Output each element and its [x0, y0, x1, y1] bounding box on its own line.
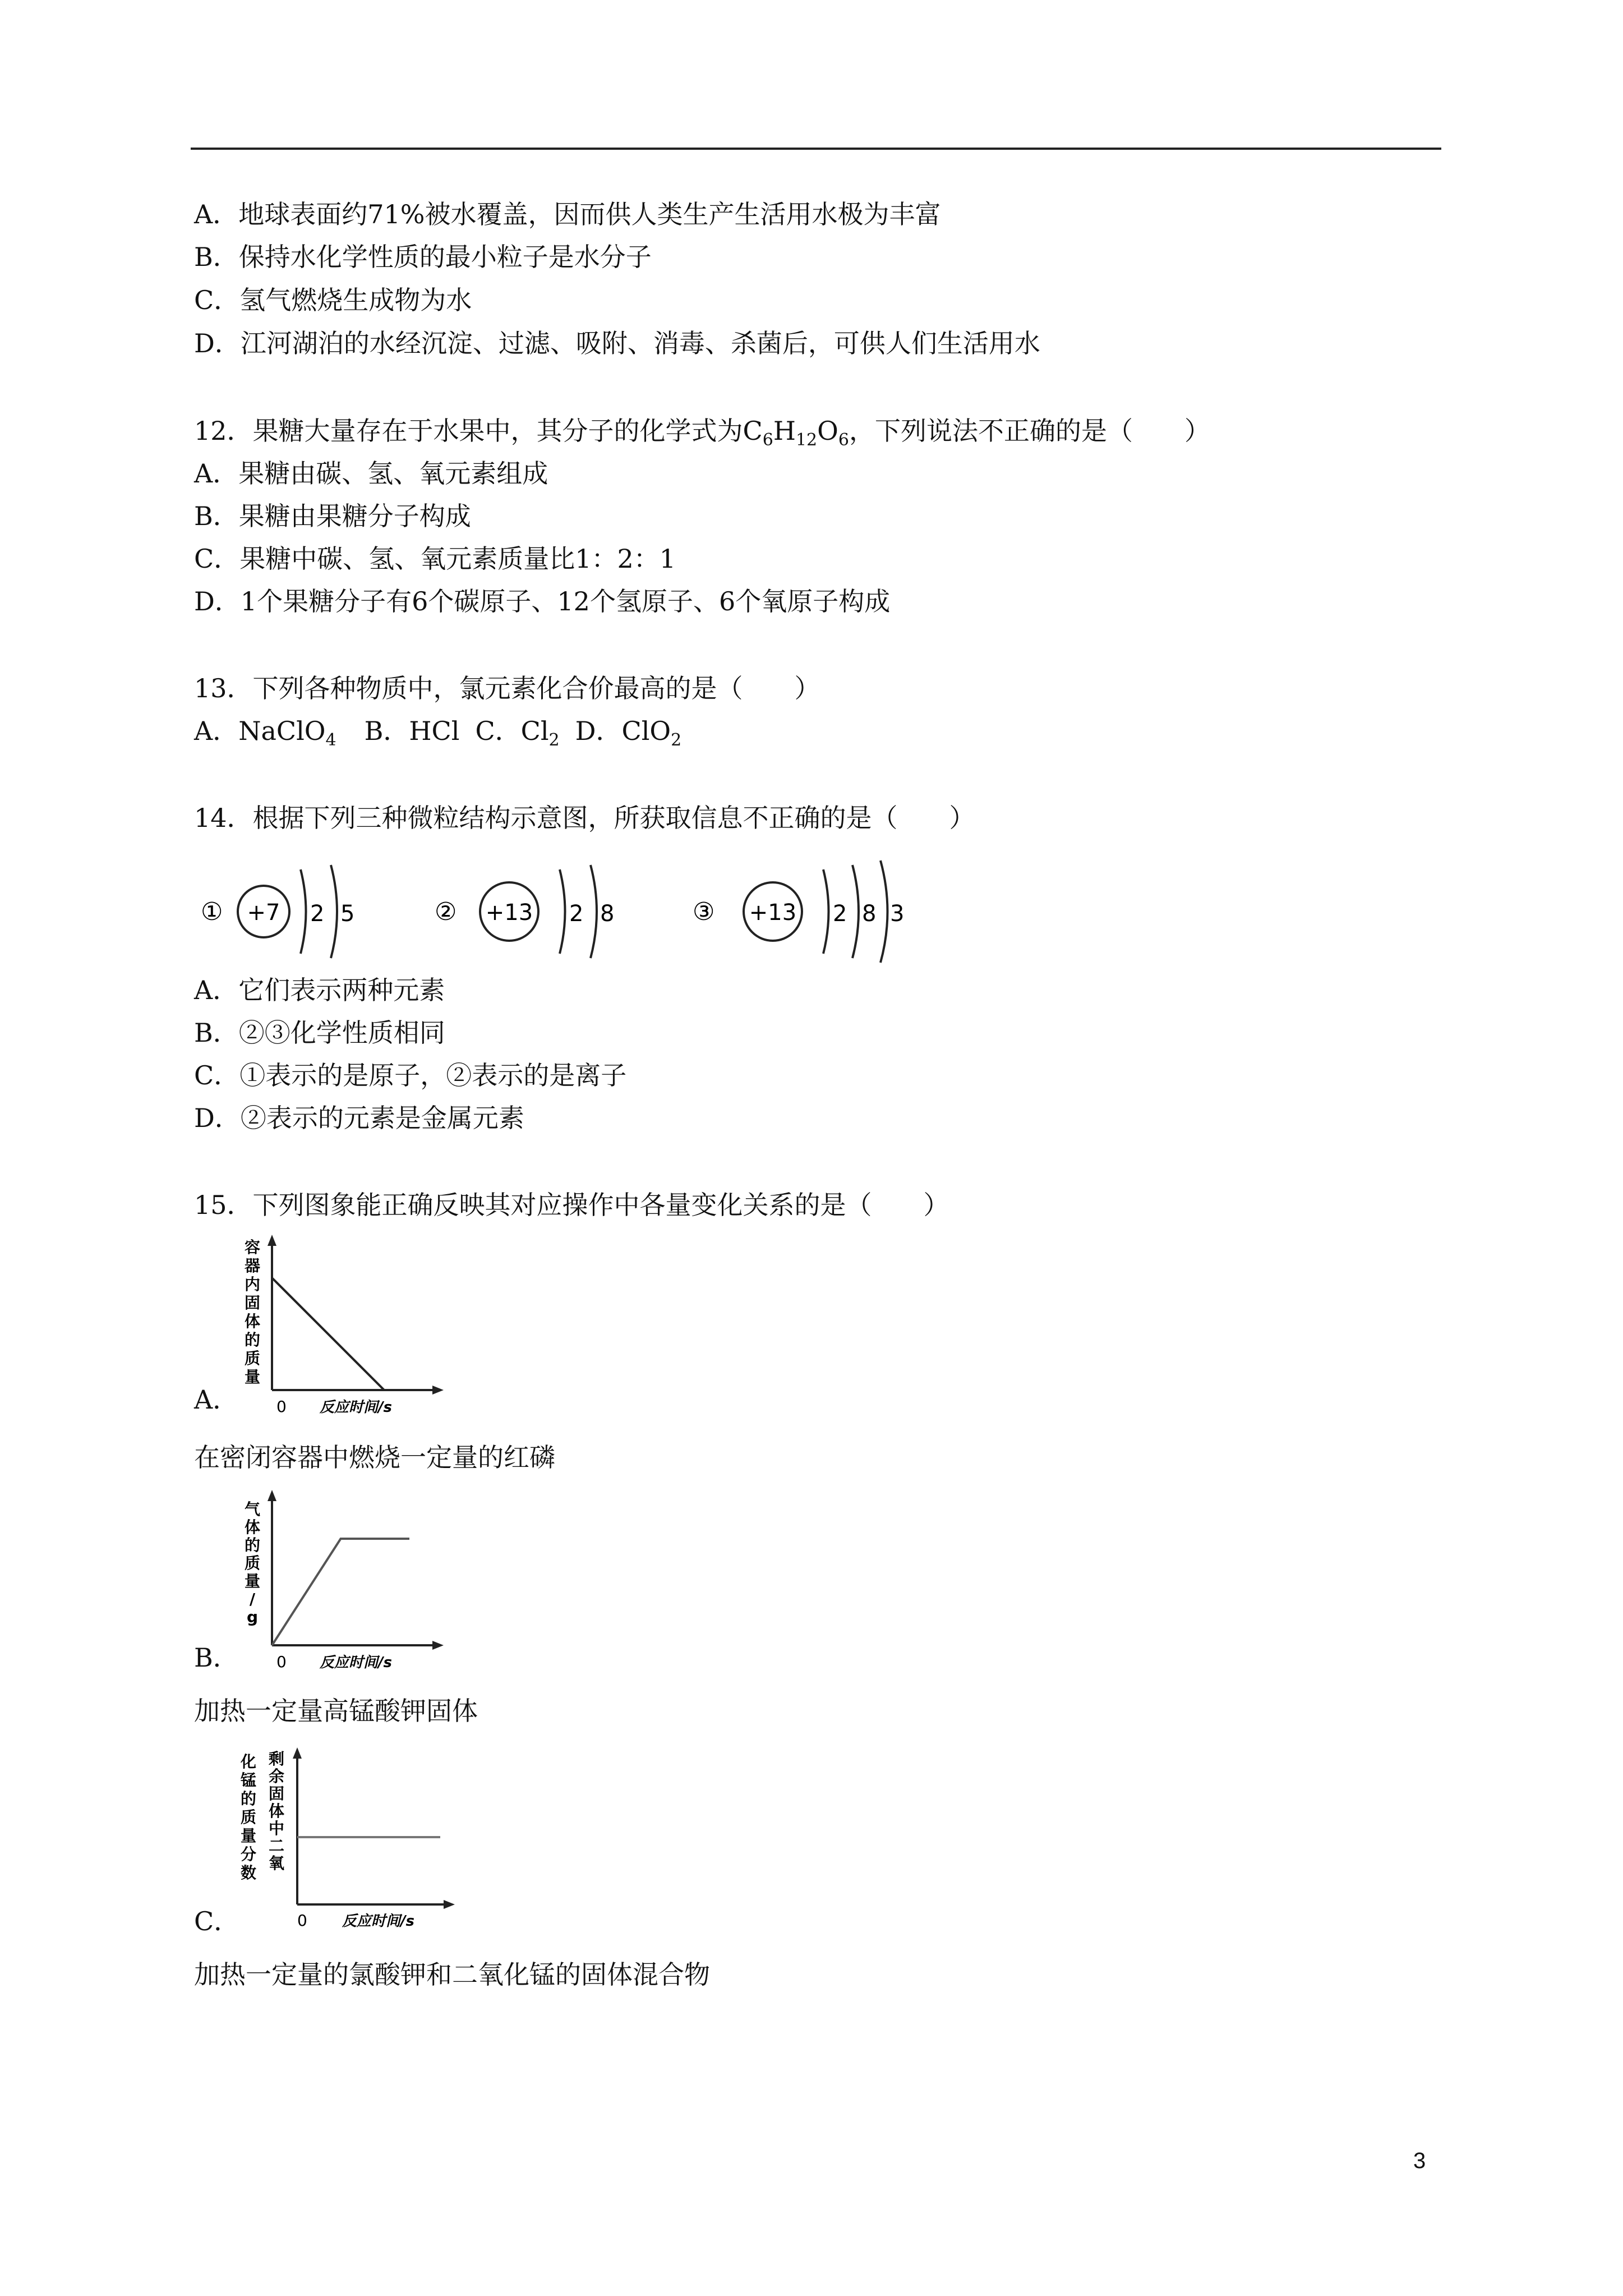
graph-a-data-line	[272, 1278, 384, 1390]
atom-2-label: ②	[435, 898, 457, 926]
graph-c-ylabel-col2-char: 二	[268, 1837, 285, 1855]
atom-2-shell-2: 8	[600, 901, 615, 927]
graph-c-ylabel-col1-char: 分	[240, 1845, 257, 1864]
graph-c-ylabel-col2-char: 余	[268, 1767, 285, 1786]
q15-stem: 15．下列图象能正确反映其对应操作中各量变化关系的是（ ）	[194, 1190, 949, 1220]
graph-a	[227, 1231, 451, 1416]
graph-b	[227, 1487, 451, 1672]
graph-c-ylabel-col2-char: 体	[268, 1802, 285, 1820]
q14-option-c: C．①表示的是原子，②表示的是离子	[194, 1060, 627, 1091]
atom-diagram-1	[191, 858, 376, 965]
graph-b-origin: 0	[276, 1653, 287, 1671]
q15-option-a-label: A．	[194, 1384, 239, 1415]
q14-option-a: A．它们表示两种元素	[194, 975, 445, 1005]
q15-option-b-label: B．	[194, 1642, 239, 1673]
graph-b-ylabel-char: g	[246, 1608, 259, 1626]
graph-a-ylabel-char: 质	[244, 1349, 261, 1368]
q14-option-d: D．②表示的元素是金属元素	[194, 1103, 524, 1133]
q15-option-b-desc: 加热一定量高锰酸钾固体	[194, 1696, 478, 1726]
graph-b-data-line	[272, 1539, 409, 1645]
q15-option-c-desc: 加热一定量的氯酸钾和二氧化锰的固体混合物	[194, 1959, 710, 1990]
graph-a-xlabel: 反应时间/s	[320, 1399, 392, 1416]
q12-option-c: C．果糖中碳、氢、氧元素质量比1：2：1	[194, 544, 676, 574]
graph-b-ylabel-char: 量	[244, 1572, 261, 1590]
q14-option-b: B．②③化学性质相同	[194, 1018, 445, 1048]
q12-option-d: D．1个果糖分子有6个碳原子、12个氢原子、6个氧原子构成	[194, 586, 891, 616]
page-number: 3	[1413, 2148, 1426, 2173]
graph-b-ylabel-char: 的	[244, 1536, 261, 1554]
atom-3-shell-3: 3	[890, 901, 905, 927]
atom-1-shell-1: 2	[310, 901, 325, 927]
graph-c-ylabel-col2-char: 固	[268, 1784, 285, 1803]
graph-c-ylabel-col1-char: 的	[240, 1789, 257, 1808]
graph-c-ylabel-col1-char: 量	[240, 1826, 257, 1845]
atom-1-label: ①	[201, 898, 223, 926]
graph-a-ylabel-char: 固	[244, 1294, 261, 1312]
q12-option-b: B．果糖由果糖分子构成	[194, 501, 471, 531]
atom-diagram-3	[690, 858, 937, 965]
graph-c-origin: 0	[297, 1911, 307, 1930]
graph-a-ylabel-char: 内	[244, 1275, 261, 1294]
graph-b-ylabel-char: 气	[244, 1500, 261, 1519]
graph-a-ylabel-char: 量	[244, 1368, 261, 1386]
atom-3-nucleus: +13	[749, 900, 797, 926]
graph-c	[227, 1742, 463, 1932]
graph-c-ylabel-col2-char: 中	[268, 1819, 285, 1838]
graph-b-ylabel-char: 质	[244, 1554, 261, 1572]
header-rule	[191, 148, 1441, 150]
q13-stem: 13．下列各种物质中，氯元素化合价最高的是（ ）	[194, 673, 820, 703]
graph-b-xlabel: 反应时间/s	[320, 1654, 392, 1671]
atom-1-shell-2: 5	[340, 901, 355, 927]
graph-b-ylabel-char: /	[249, 1590, 256, 1608]
q14-stem: 14．根据下列三种微粒结构示意图，所获取信息不正确的是（ ）	[194, 803, 975, 833]
graph-c-ylabel-col1-char: 数	[240, 1864, 257, 1882]
graph-c-ylabel-col1-char: 锰	[240, 1771, 257, 1789]
atom-3-label: ③	[693, 898, 715, 926]
atom-3-shell-2: 8	[862, 901, 877, 927]
atom-3-shell-1: 2	[833, 901, 847, 927]
graph-a-ylabel-char: 体	[244, 1312, 261, 1331]
q11-option-b: B．保持水化学性质的最小粒子是水分子	[194, 242, 652, 272]
graph-c-ylabel-col2-char: 剩	[268, 1750, 285, 1768]
graph-c-ylabel-col1-char: 质	[240, 1808, 257, 1826]
graph-c-ylabel-col1-char: 化	[240, 1752, 257, 1771]
q11-option-c: C．氢气燃烧生成物为水	[194, 285, 472, 315]
graph-b-ylabel	[245, 1500, 260, 1626]
graph-a-ylabel-char: 器	[244, 1257, 261, 1275]
atom-diagram-2	[432, 858, 634, 965]
q12-option-a: A．果糖由碳、氢、氧元素组成	[194, 458, 548, 489]
atom-2-shell-1: 2	[569, 901, 584, 927]
q15-option-a-desc: 在密闭容器中燃烧一定量的红磷	[194, 1442, 555, 1473]
q13-options: A．NaClO$_4$ B．HCl C．$Cl_2$ D．ClO$_2$	[194, 716, 682, 750]
graph-a-origin: 0	[276, 1397, 287, 1416]
graph-b-ylabel-char: 体	[244, 1518, 261, 1536]
atom-2-nucleus: +13	[485, 900, 533, 926]
q11-option-d: D．江河湖泊的水经沉淀、过滤、吸附、消毒、杀菌后，可供人们生活用水	[194, 328, 1040, 358]
q15-option-c-label: C．	[194, 1906, 240, 1936]
q12-stem: 12．果糖大量存在于水果中，其分子的化学式为$C_6H_{12}O_6$，下列说法不正确的是（ ）	[194, 416, 1210, 450]
graph-c-xlabel: 反应时间/s	[342, 1913, 414, 1930]
graph-c-ylabel	[240, 1750, 284, 1882]
q11-option-a: A．地球表面约71%被水覆盖，因而供人类生产生活用水极为丰富	[194, 199, 941, 229]
atom-1-nucleus: +7	[247, 900, 280, 926]
graph-a-ylabel-char: 容	[244, 1238, 261, 1257]
graph-a-ylabel	[245, 1238, 260, 1386]
graph-a-ylabel-char: 的	[244, 1331, 261, 1349]
graph-c-ylabel-col2-char: 氧	[268, 1854, 285, 1872]
